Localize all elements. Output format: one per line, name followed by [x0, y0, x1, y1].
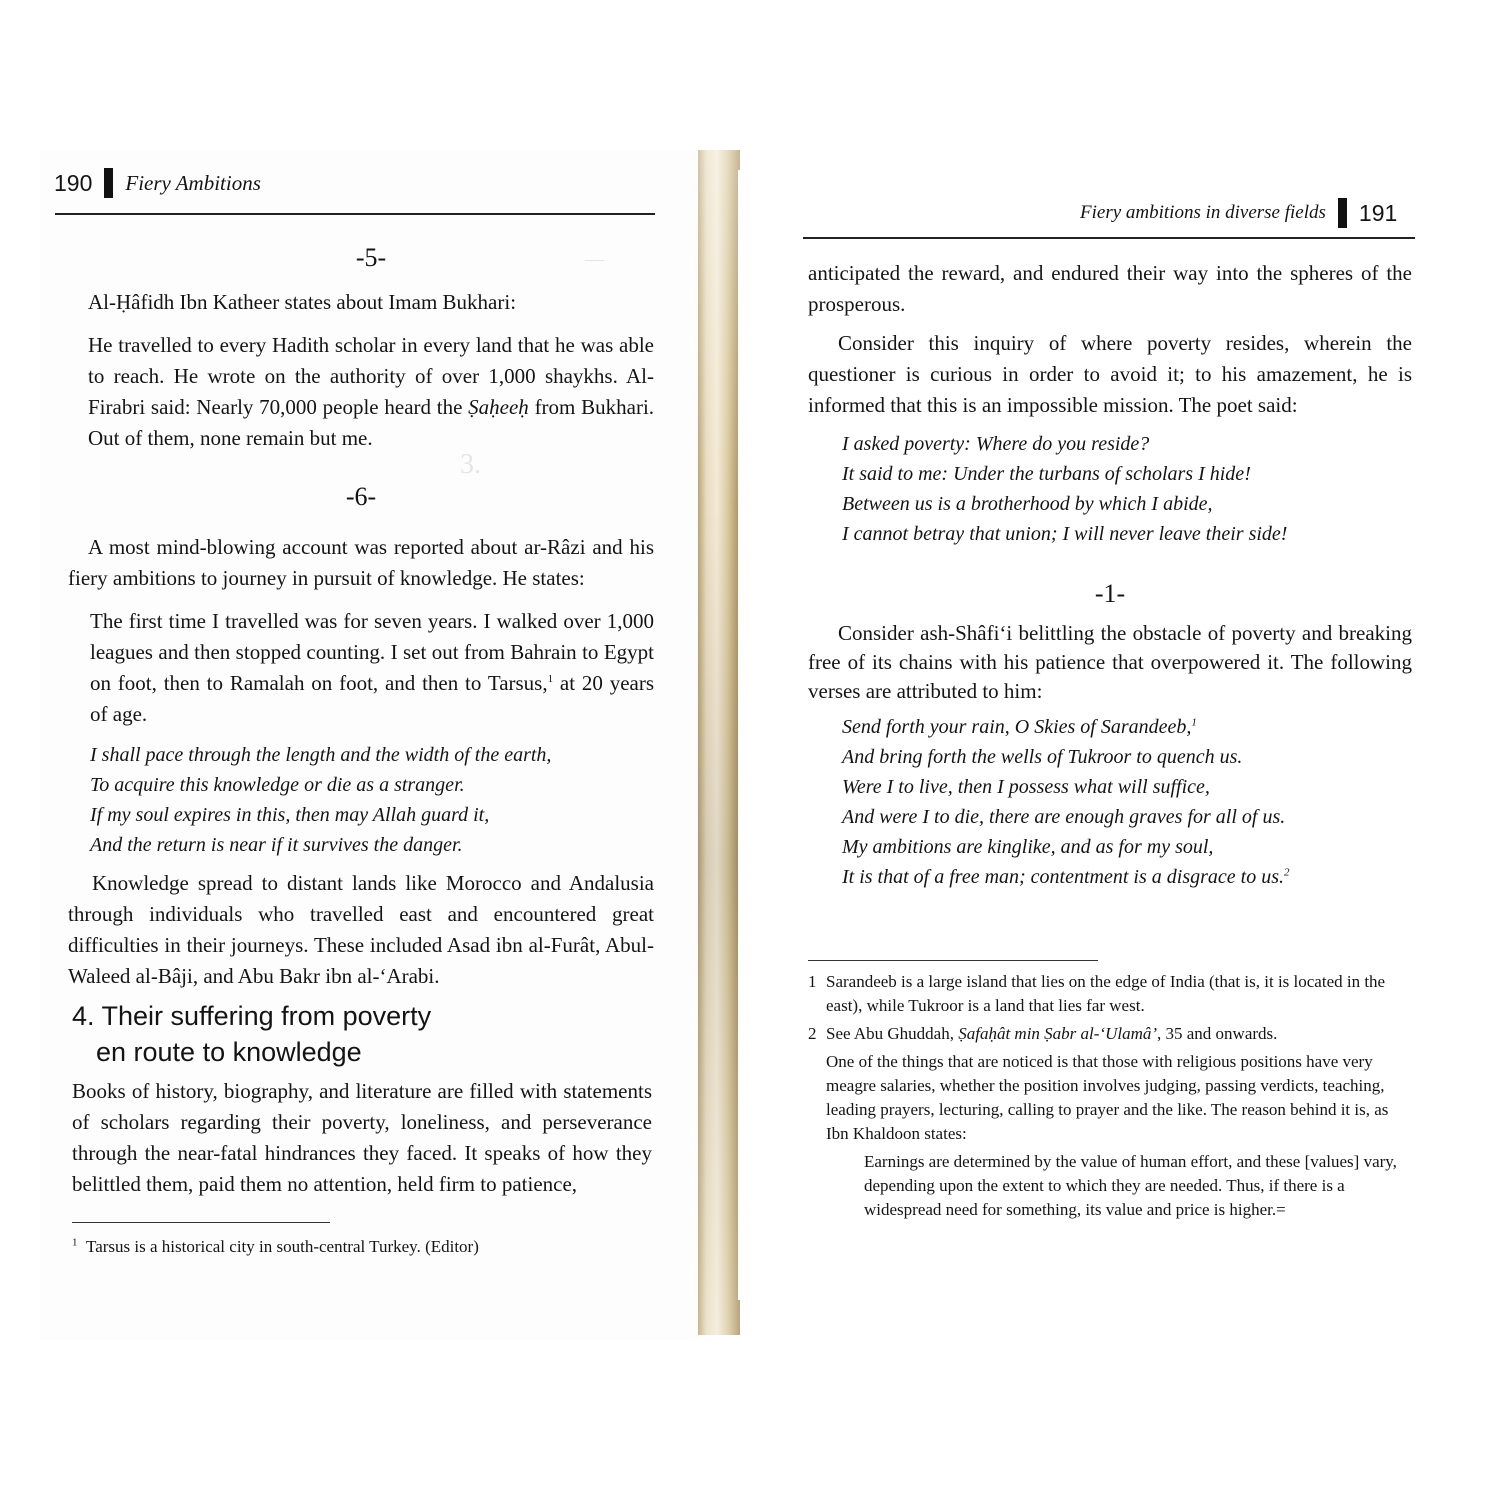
heading-line: en route to knowledge — [96, 1037, 362, 1067]
page-number: 191 — [1358, 199, 1398, 226]
verse-line: And bring forth the wells of Tukroor to quench us. — [842, 746, 1243, 768]
footnote-rule — [808, 960, 1098, 961]
section-intro: A most mind-blowing account was reported about ar-Râzi and his fiery ambitions to journey in pursuit of knowledge. He states: — [68, 535, 654, 590]
block-quote: He travelled to every Hadith scholar in every land that he was able to reach. He wrote on the authority of over 1,000 shaykhs. Al-Firabri said: Nearly 70,000 people heard the Ṣaḥeeḥ from Bukhari. Out of them, none remain but me. — [88, 333, 655, 450]
section-5 — [88, 243, 654, 454]
header-rule — [803, 237, 1415, 239]
running-head — [1080, 198, 1397, 228]
verse-line: Between us is a brotherhood by which I abide, — [842, 493, 1213, 515]
right-text-block — [808, 258, 1412, 892]
verse-block — [808, 712, 1412, 892]
footnote-ref: 1 — [547, 673, 554, 685]
verse-block — [68, 740, 654, 860]
section-marker: -1- — [1094, 579, 1126, 608]
header-rule — [55, 213, 655, 215]
verse-line: And the return is near if it survives the danger. — [90, 834, 463, 856]
section-6 — [68, 482, 654, 992]
footnote: 2 See Abu Ghuddah, Ṣafaḥât min Ṣabr al-‘Ulamâ’, 35 and onwards. One of the things that are noticed is that those with religious positions have very meagre salaries, whether the position involves judging, passing verdicts, teaching, leading prayers, lecturing, calling to prayer and the like. The reason behind it is, as Ibn Khaldoon states: Earnings are determined by the value of human effort, and these [values] vary, depending upon the extent to which they are needed. Thus, if there is a widespread need for something, its value and price is higher.= — [808, 1022, 1400, 1222]
verse-line: Send forth your rain, O Skies of Sarandeeb,$^1$ — [842, 716, 1197, 738]
body-paragraph: Consider this inquiry of where poverty resides, wherein the questioner is curious in order to avoid it; to his amazement, he is informed that this is an impossible mission. The poet said: — [808, 331, 1412, 417]
verse-line: It is that of a free man; contentment is a disgrace to us.$^2$ — [842, 866, 1290, 888]
section-marker: -6- — [345, 482, 377, 511]
verse-line: I shall pace through the length and the width of the earth, — [90, 744, 552, 766]
footnote-paragraph: One of the things that are noticed is that those with religious positions have very meagre salaries, whether the position involves judging, passing verdicts, teaching, leading prayers, lecturing, calling to prayer and the like. The reason behind it is, as Ibn Khaldoon states: — [826, 1052, 1389, 1143]
book-gutter — [698, 150, 740, 1335]
footnote-quote: Earnings are determined by the value of human effort, and these [values] vary, depending upon the extent to which they are needed. Thus, if there is a widespread need for something, its value and price is higher.= — [864, 1152, 1397, 1219]
verse-line: It said to me: Under the turbans of scholars I hide! — [842, 463, 1251, 485]
header-bar — [104, 168, 113, 198]
verse-line: I cannot betray that union; I will never leave their side! — [842, 523, 1288, 545]
show-through-text: — — [585, 249, 604, 270]
footnote-rule — [72, 1222, 330, 1223]
body-paragraph: Knowledge spread to distant lands like Morocco and Andalusia through individuals who travelled east and encountered great difficulties in their journeys. These included Asad ibn al-Furât, Abul-Waleed al-Bâji, and Abu Bakr ibn al-ʻArabi. — [68, 871, 654, 988]
body-paragraph: Books of history, biography, and literature are filled with statements of scholars regarding their poverty, loneliness, and perseverance through the near-fatal hindrances they faced. It speaks of how they belittled them, paid them no attention, held firm to patience, — [72, 1079, 652, 1196]
footnote-ref: 2 — [1283, 866, 1290, 879]
verse-line: To acquire this knowledge or die as a stranger. — [90, 774, 465, 796]
verse-line: Were I to live, then I possess what will suffice, — [842, 776, 1210, 798]
section-intro: Al-Ḥâfidh Ibn Katheer states about Imam Bukhari: — [88, 290, 517, 314]
verse-line: If my soul expires in this, then may Allah guard it, — [90, 804, 490, 826]
verse-line: I asked poverty: Where do you reside? — [842, 433, 1150, 455]
footnote: 1 Sarandeeb is a large island that lies on the edge of India (that is, it is located in the east), while Tukroor is a land that lies far west. — [808, 972, 1386, 1015]
show-through-text: 3. — [460, 449, 481, 480]
verse-line: My ambitions are kinglike, and as for my soul, — [842, 836, 1214, 858]
verse-line: And were I to die, there are enough graves for all of us. — [842, 806, 1286, 828]
heading-line: 4. Their suffering from poverty — [72, 1001, 432, 1031]
continuation-paragraph: anticipated the reward, and endured their way into the spheres of the prosperous. — [808, 261, 1412, 316]
page-number: 190 — [54, 169, 93, 196]
running-head — [54, 168, 261, 198]
block-quote: The first time I travelled was for seven years. I walked over 1,000 leagues and then stopped counting. I set out from Bahrain to Egypt on foot, then to Ramalah on foot, and then to Tarsus,$^1$ at 20 years of age. — [90, 609, 655, 726]
section-marker: -5- — [355, 243, 387, 272]
chapter-heading — [72, 998, 652, 1070]
footnote: $^1$ Tarsus is a historical city in south-central Turkey. (Editor) — [72, 1236, 479, 1256]
body-paragraph: Consider ash-Shâfi‘i belittling the obstacle of poverty and breaking free of its chains with his patience that overpowered it. The following verses are attributed to him: — [808, 621, 1412, 703]
header-bar — [1338, 198, 1347, 228]
footnote-ref: 1 — [1191, 716, 1197, 729]
verse-block — [808, 429, 1412, 549]
running-title: Fiery Ambitions — [125, 170, 261, 195]
running-title: Fiery ambitions in diverse fields — [1080, 202, 1326, 223]
footnotes — [808, 970, 1400, 1222]
